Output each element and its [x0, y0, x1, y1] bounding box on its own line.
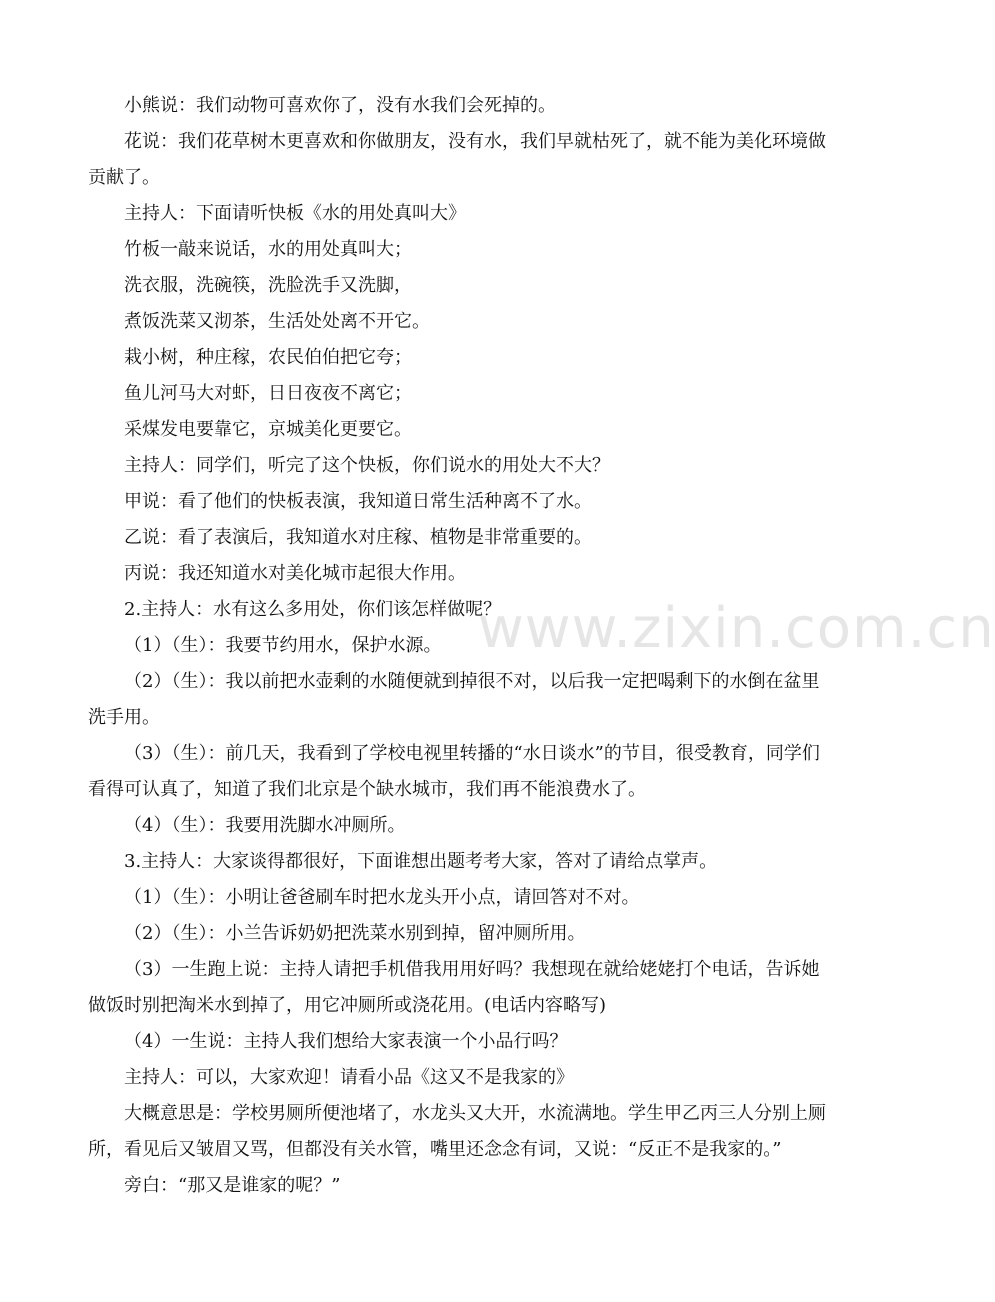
paragraph: 乙说：看了表演后，我知道水对庄稼、植物是非常重要的。 [124, 527, 592, 548]
paragraph: （1）（生）：我要节约用水，保护水源。 [124, 635, 442, 656]
paragraph: 甲说：看了他们的快板表演，我知道日常生活种离不了水。 [124, 491, 592, 512]
paragraph: （4）（生）：我要用洗脚水冲厕所。 [124, 815, 406, 836]
paragraph: （2）（生）：我以前把水壶剩的水随便就到掉很不对，以后我一定把喝剩下的水倒在盆里洗手用。 [88, 671, 820, 728]
paragraph: 洗衣服，洗碗筷，洗脸洗手又洗脚， [124, 275, 412, 296]
paragraph: 大概意思是：学校男厕所便池堵了，水龙头又大开，水流满地。学生甲乙丙三人分别上厕所，看见后又皱眉又骂，但都没有关水管，嘴里还念念有词，又说：“反正不是我家的。” [88, 1103, 826, 1160]
paragraph: 煮饭洗菜又沏茶，生活处处离不开它。 [124, 311, 430, 332]
paragraph: 旁白：“那又是谁家的呢？” [124, 1175, 341, 1196]
paragraph: 竹板一敲来说话，水的用处真叫大； [124, 239, 412, 260]
paragraph: 小熊说：我们动物可喜欢你了，没有水我们会死掉的。 [124, 95, 556, 116]
document-body [88, 88, 836, 1204]
paragraph: 鱼儿河马大对虾，日日夜夜不离它； [124, 383, 412, 404]
paragraph: 丙说：我还知道水对美化城市起很大作用。 [124, 563, 466, 584]
paragraph: 3.主持人：大家谈得都很好，下面谁想出题考考大家，答对了请给点掌声。 [124, 851, 718, 872]
paragraph: 采煤发电要靠它，京城美化更要它。 [124, 419, 412, 440]
paragraph: （4）一生说：主持人我们想给大家表演一个小品行吗？ [124, 1031, 568, 1052]
paragraph: 2.主持人：水有这么多用处，你们该怎样做呢？ [124, 599, 502, 620]
paragraph: （1）（生）：小明让爸爸刷车时把水龙头开小点，请回答对不对。 [124, 887, 640, 908]
paragraph: 栽小树，种庄稼，农民伯伯把它夸； [124, 347, 412, 368]
paragraph: （3）一生跑上说：主持人请把手机借我用用好吗？我想现在就给姥姥打个电话，告诉她做饭时别把淘米水到掉了，用它冲厕所或浇花用。(电话内容略写) [88, 959, 820, 1016]
paragraph: 主持人：可以，大家欢迎！请看小品《这又不是我家的》 [124, 1067, 574, 1088]
paragraph: （3）（生）：前几天，我看到了学校电视里转播的“水日谈水”的节目，很受教育，同学们看得可认真了，知道了我们北京是个缺水城市，我们再不能浪费水了。 [88, 743, 820, 800]
watermark: www.zixin.com.cn [478, 596, 995, 661]
paragraph: 主持人：下面请听快板《水的用处真叫大》 [124, 203, 466, 224]
paragraph: 花说：我们花草树木更喜欢和你做朋友，没有水，我们早就枯死了，就不能为美化环境做贡献了。 [88, 131, 826, 188]
paragraph: 主持人：同学们，听完了这个快板，你们说水的用处大不大？ [124, 455, 610, 476]
paragraph: （2）（生）：小兰告诉奶奶把洗菜水别到掉，留冲厕所用。 [124, 923, 586, 944]
